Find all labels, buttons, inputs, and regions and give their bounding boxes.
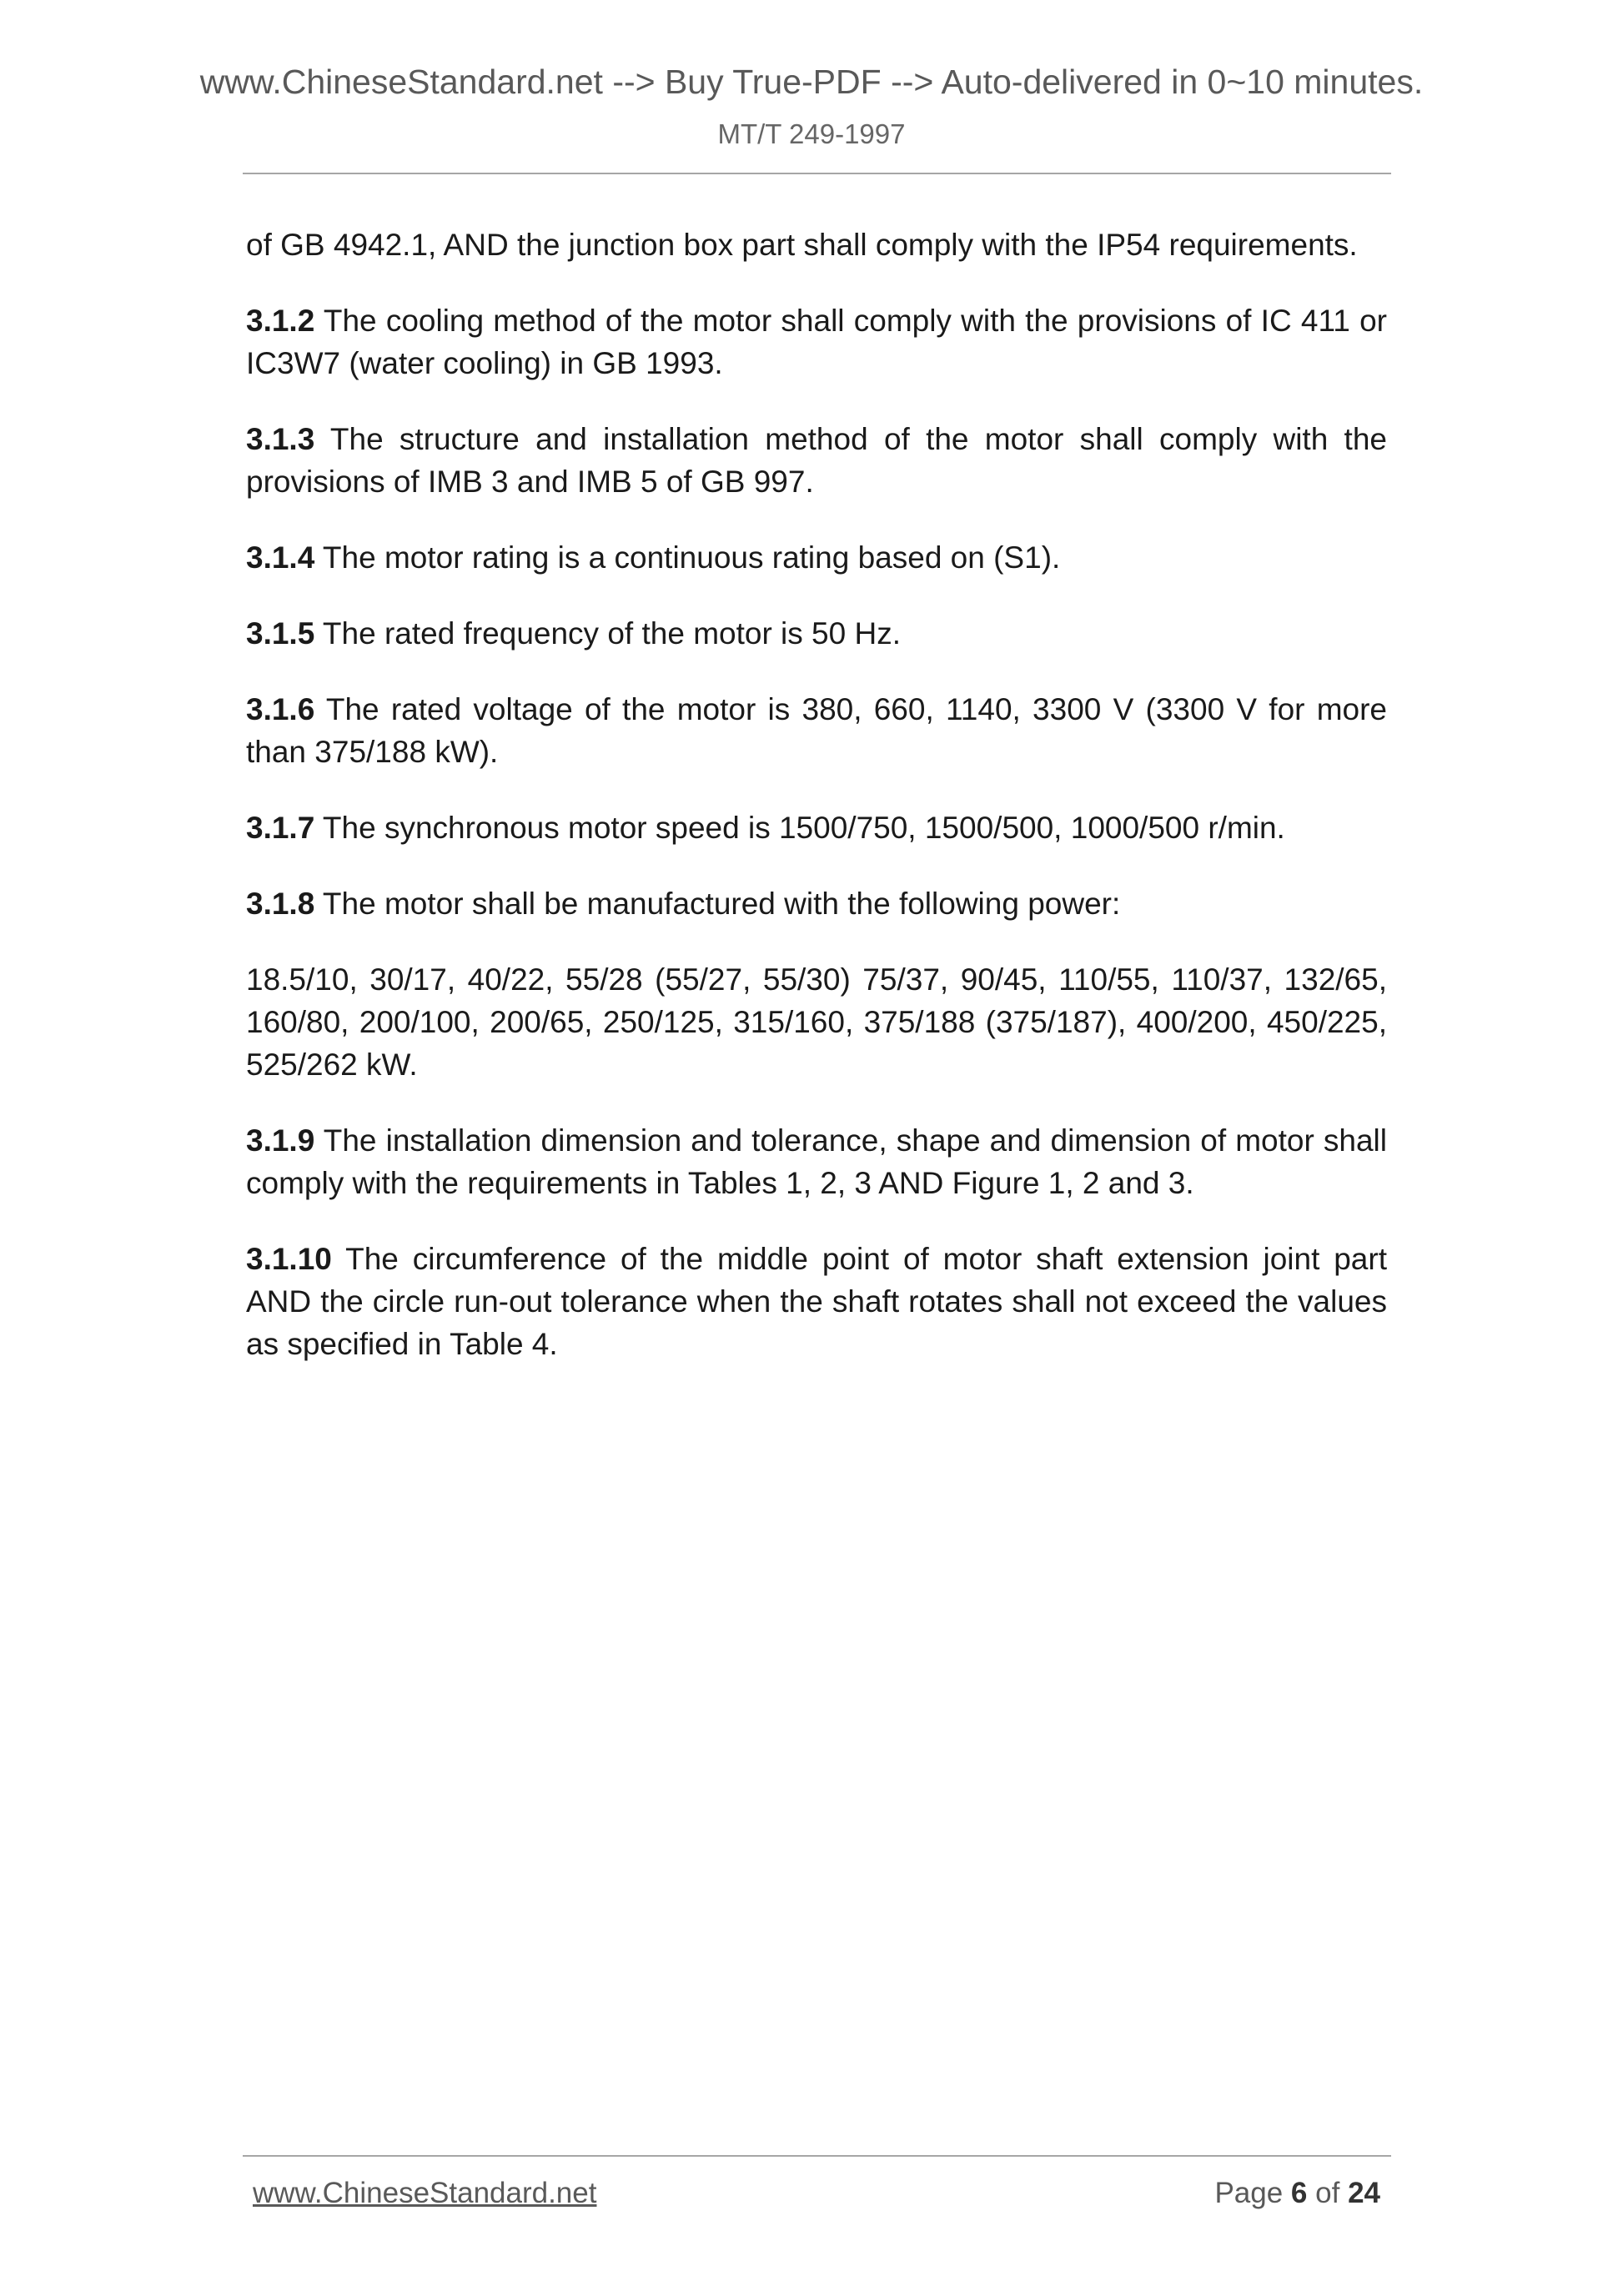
document-id: MT/T 249-1997 <box>717 118 906 149</box>
header-banner: www.ChineseStandard.net --> Buy True-PDF --> Auto-delivered in 0~10 minutes. <box>199 63 1424 101</box>
clause-text: The circumference of the middle point of motor shaft extension joint part AND the circle run-out tolerance when the shaft rotates shall not exceed the values as specified in Table 4. <box>246 1242 1387 1361</box>
footer-divider <box>243 2155 1391 2157</box>
clause-text: The rated frequency of the motor is 50 Hz. <box>322 616 901 651</box>
clause-number: 3.1.3 <box>246 422 315 456</box>
clause-number: 3.1.9 <box>246 1123 315 1158</box>
clause-text: The motor rating is a continuous rating based on (S1). <box>322 540 1061 575</box>
clause-3-1-3 <box>246 418 1387 503</box>
clause-number: 3.1.8 <box>246 887 315 921</box>
clause-3-1-6 <box>246 688 1387 773</box>
clause-3-1-2 <box>246 299 1387 384</box>
clause-text: The cooling method of the motor shall comply with the provisions of IC 411 or IC3W7 (water cooling) in GB 1993. <box>246 304 1387 380</box>
total-page-count: 24 <box>1348 2177 1380 2209</box>
clause-number: 3.1.7 <box>246 811 315 845</box>
clause-3-1-10 <box>246 1238 1387 1365</box>
clause-text: The rated voltage of the motor is 380, 660, 1140, 3300 V (3300 V for more than 375/188 kW). <box>246 692 1387 769</box>
clause-text: The installation dimension and tolerance, shape and dimension of motor shall comply with the requirements in Tables 1, 2, 3 AND Figure 1, 2 and 3. <box>246 1123 1387 1200</box>
page-of-label: of <box>1315 2177 1340 2209</box>
page-indicator <box>1214 2178 1380 2208</box>
page-label: Page <box>1214 2177 1284 2209</box>
clause-3-1-8 <box>246 882 1387 925</box>
intro-paragraph <box>246 224 1387 266</box>
clause-3-1-9 <box>246 1119 1387 1204</box>
clause-text: The synchronous motor speed is 1500/750, 1500/500, 1000/500 r/min. <box>322 811 1285 845</box>
clause-number: 3.1.4 <box>246 540 315 575</box>
clause-number: 3.1.10 <box>246 1242 332 1276</box>
clause-text: The structure and installation method of the motor shall comply with the provisions of IMB 3 and IMB 5 of GB 997. <box>246 422 1387 499</box>
clause-3-1-5 <box>246 612 1387 655</box>
clause-number: 3.1.5 <box>246 616 315 651</box>
clause-text: The motor shall be manufactured with the following power: <box>322 887 1121 921</box>
current-page-number: 6 <box>1290 2177 1308 2209</box>
clause-number: 3.1.6 <box>246 692 315 726</box>
power-list-paragraph <box>246 958 1387 1086</box>
intro-text: of GB 4942.1, AND the junction box part shall comply with the IP54 requirements. <box>246 228 1358 262</box>
clause-3-1-7 <box>246 806 1387 849</box>
header-divider <box>243 173 1391 174</box>
document-body <box>246 224 1387 1399</box>
clause-3-1-4 <box>246 536 1387 579</box>
power-list-text: 18.5/10, 30/17, 40/22, 55/28 (55/27, 55/30) 75/37, 90/45, 110/55, 110/37, 132/65, 160/80, 200/100, 200/65, 250/125, 315/160, 375/188 (375/187), 400/200, 450/225, 525/262 kW. <box>246 962 1387 1082</box>
clause-number: 3.1.2 <box>246 304 315 338</box>
footer-website-link[interactable]: www.ChineseStandard.net <box>253 2177 597 2209</box>
